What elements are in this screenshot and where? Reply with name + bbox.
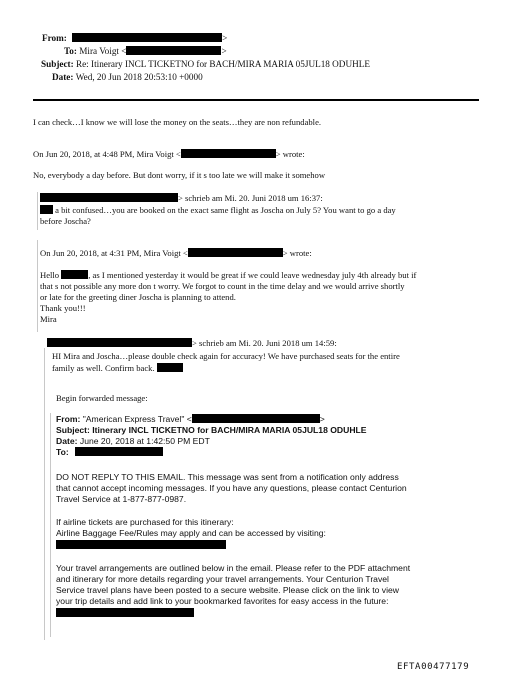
quote-bar <box>37 192 38 230</box>
forward-date-value: June 20, 2018 at 1:42:50 PM EDT <box>79 436 210 446</box>
to-label: To: <box>64 46 77 56</box>
quote2-header-text: > schrieb am Mi. 20. Juni 2018 um 16:37: <box>178 193 323 203</box>
redaction-block <box>188 248 283 257</box>
quote2-line1-text: a bit confused…you are booked on the exact same flight as Joscha on July 5? You want to go a day <box>55 205 396 215</box>
to-value: Mira Voigt < <box>79 46 127 56</box>
quote-bar <box>44 348 45 640</box>
forward-p1-line1: DO NOT REPLY TO THIS EMAIL. This message was sent from a notification only address <box>56 472 399 482</box>
header-divider <box>33 99 479 101</box>
redaction-block <box>61 270 88 279</box>
quote3-line1 <box>40 270 416 281</box>
forward-p3-line1: Your travel arrangements are outlined below in the email. Please refer to the PDF attachment <box>56 563 411 573</box>
forward-to-label: To: <box>56 447 69 457</box>
quote3-header-wrote: > wrote: <box>282 248 312 258</box>
quote-bar <box>50 413 51 637</box>
quote3-header-text: On Jun 20, 2018, at 4:31 PM, Mira Voigt < <box>40 248 188 258</box>
forward-p3-line2: and itinerary for more details regarding your travel arrangements. Your Centurion Travel <box>56 574 389 584</box>
redaction-block <box>75 447 163 456</box>
quote4-line2-text: family as well. Confirm back. <box>52 363 155 373</box>
quote4-line2 <box>52 363 183 374</box>
quote4-header-text: > schrieb am Mi. 20. Juni 2018 um 14:59: <box>192 338 337 348</box>
quote1-header-wrote: > wrote: <box>275 149 305 159</box>
forward-p2-line1: If airline tickets are purchased for this itinerary: <box>56 517 234 527</box>
forward-subject-row <box>56 425 367 436</box>
gt-glyph: > <box>221 46 227 56</box>
gt-glyph: > <box>222 33 228 43</box>
quote1-body: No, everybody a day before. But dont worry, if it s too late we will make it somehow <box>33 170 326 180</box>
forward-date-label: Date: <box>56 436 78 446</box>
redaction-block <box>56 540 226 549</box>
redaction-block <box>40 205 53 214</box>
header-subject-row <box>41 59 370 69</box>
redaction-block <box>40 193 178 202</box>
redaction-block <box>56 608 194 617</box>
quote3-line1-text: , as I mentioned yesterday it would be great if we could leave wednesday july 4th already but if <box>88 270 417 280</box>
date-label: Date: <box>52 72 74 82</box>
quote3-line4: Thank you!!! <box>40 303 86 313</box>
quote3-header <box>40 248 312 259</box>
redaction-block <box>47 338 192 347</box>
redaction-block <box>181 149 276 158</box>
quote-bar <box>37 240 38 332</box>
reply-top: I can check…I know we will lose the money on the seats…they are non refundable. <box>33 117 322 127</box>
forward-p1-line2: that cannot accept incoming messages. If you have any questions, please contact Centurion <box>56 483 407 493</box>
forward-from-row <box>56 414 325 425</box>
forward-p2-line2: Airline Baggage Fee/Rules may apply and can be accessed by visiting: <box>56 528 326 538</box>
quote4-header <box>47 338 337 349</box>
redaction-block <box>126 46 221 55</box>
quote3-line2: that s not possible any more don t worry. We forgot to count in the time delay and we would arrive shortly <box>40 281 405 291</box>
forward-p1-line3: Travel Service at 1-877-877-0987. <box>56 494 187 504</box>
forward-from-value: "American Express Travel" < <box>82 414 192 424</box>
quote2-header <box>40 193 323 204</box>
forward-from-label: From: <box>56 414 81 424</box>
redaction-block <box>192 414 320 423</box>
subject-label: Subject: <box>41 59 74 69</box>
forward-to-row <box>56 447 163 458</box>
quote4-line1: HI Mira and Joscha…please double check again for accuracy! We have purchased seats for the entire <box>52 351 400 361</box>
redaction-block <box>72 33 222 42</box>
header-to-row <box>64 46 227 56</box>
forward-subject-label: Subject: <box>56 425 90 435</box>
subject-value: Re: Itinerary INCL TICKETNO for BACH/MIRA MARIA 05JUL18 ODUHLE <box>75 59 370 69</box>
header-from-row <box>42 33 227 43</box>
quote3-hello: Hello <box>40 270 60 280</box>
date-value: Wed, 20 Jun 2018 20:53:10 +0000 <box>75 72 203 82</box>
quote1-header <box>33 149 305 160</box>
header-date-row <box>52 72 203 82</box>
quote2-line1 <box>40 205 396 216</box>
forward-subject-value: Itinerary INCL TICKETNO for BACH/MIRA MARIA 05JUL18 ODUHLE <box>92 425 367 435</box>
forward-intro: Begin forwarded message: <box>56 393 148 403</box>
gt-glyph: > <box>319 414 325 424</box>
quote3-line3: or late for the greeting diner Joscha is planning to attend. <box>40 292 236 302</box>
forward-date-row <box>56 436 210 447</box>
forward-p3-line4: your trip details and add link to your bookmarked favorites for easy access in the future: <box>56 596 389 606</box>
quote2-line2: before Joscha? <box>40 216 91 226</box>
quote1-header-text: On Jun 20, 2018, at 4:48 PM, Mira Voigt < <box>33 149 181 159</box>
redaction-block <box>157 363 183 372</box>
forward-p3-line3: Service travel plans have been posted to a secure website. Please click on the link to view <box>56 585 399 595</box>
from-label: From: <box>42 33 67 43</box>
quote3-line5: Mira <box>40 314 57 324</box>
document-id: EFTA00477179 <box>397 662 470 672</box>
